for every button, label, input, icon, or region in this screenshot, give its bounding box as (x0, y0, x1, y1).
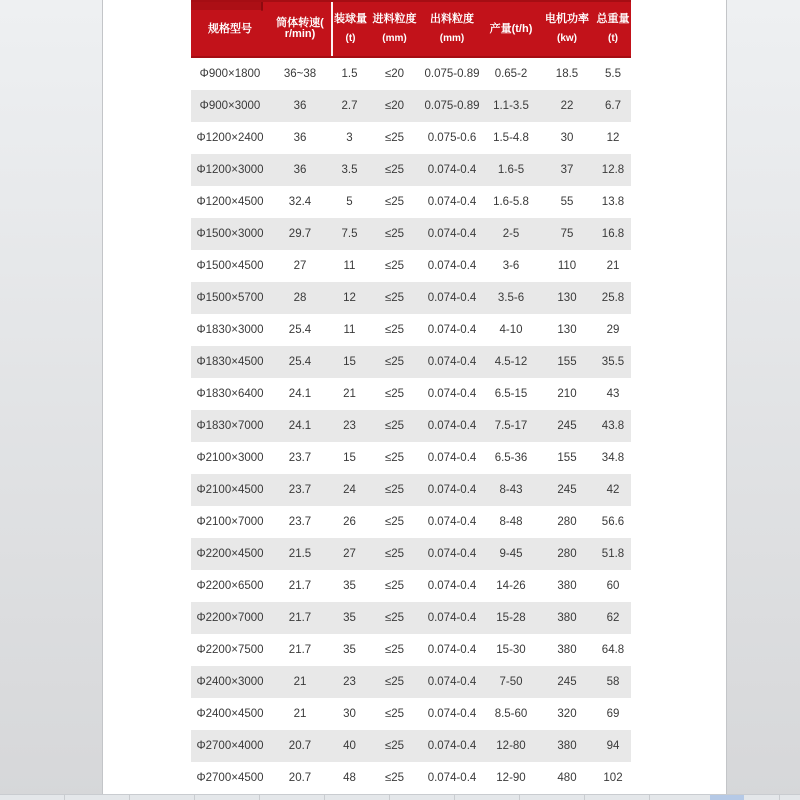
table-cell: 15-30 (496, 644, 526, 656)
table-row (191, 474, 631, 506)
table-cell: Φ1500×3000 (196, 228, 264, 240)
table-cell: Φ2200×4500 (196, 548, 264, 560)
table-cell: 29.7 (288, 228, 312, 240)
table-cell: 1.6-5.8 (493, 196, 529, 208)
table-cell: 5 (346, 196, 353, 208)
table-cell: 34.8 (601, 452, 625, 464)
header-cell-cylinder-speed (269, 2, 331, 56)
page-margin-left (0, 0, 102, 800)
table-cell: Φ2100×7000 (196, 516, 264, 528)
table-cell: 28 (293, 292, 307, 304)
table-cell: 21 (293, 708, 307, 720)
table-cell: 320 (557, 708, 577, 720)
table-cell: 43.8 (601, 420, 625, 432)
table-cell: 23 (343, 676, 356, 688)
table-cell: 21.7 (288, 612, 312, 624)
table-row (191, 186, 631, 218)
table-cell: 4-10 (499, 324, 523, 336)
header-label: 进料粒度 (372, 13, 417, 25)
table-cell: ≤25 (384, 612, 405, 624)
table-row (191, 282, 631, 314)
table-cell: 0.074-0.4 (427, 228, 477, 240)
table-cell: 35 (343, 580, 356, 592)
table-cell: 0.075-0.89 (424, 68, 480, 80)
table-cell: 8.5-60 (494, 708, 528, 720)
table-row (191, 602, 631, 634)
header-cell-model (191, 2, 269, 56)
table-row (191, 58, 631, 90)
table-cell: 11 (343, 260, 356, 272)
table-cell: 3.5-6 (497, 292, 525, 304)
header-cell-motor-power (539, 2, 595, 56)
table-cell: Φ2400×4500 (196, 708, 264, 720)
table-cell: 64.8 (601, 644, 625, 656)
table-cell: 6.5-15 (494, 388, 528, 400)
table-cell: 30 (343, 708, 356, 720)
table-cell: ≤25 (384, 260, 405, 272)
table-cell: 280 (557, 548, 577, 560)
table-cell: Φ1830×3000 (196, 324, 264, 336)
table-cell: 1.5-4.8 (493, 132, 529, 144)
table-cell: ≤25 (384, 420, 405, 432)
table-cell: 48 (343, 772, 356, 784)
header-label: 电机功率 (545, 13, 589, 25)
table-cell: 16.8 (601, 228, 625, 240)
header-unit: (mm) (439, 33, 465, 44)
table-row (191, 378, 631, 410)
table-cell: 0.074-0.4 (427, 388, 477, 400)
table-cell: 23.7 (288, 516, 312, 528)
table-cell: Φ1500×5700 (196, 292, 264, 304)
table-cell: 12 (606, 132, 620, 144)
header-cell-discharge-size (421, 2, 483, 56)
table-cell: 55 (560, 196, 574, 208)
table-cell: 0.075-0.6 (427, 132, 477, 144)
table-cell: Φ2200×7000 (196, 612, 264, 624)
table-cell: ≤25 (384, 132, 405, 144)
table-cell: 9-45 (499, 548, 523, 560)
table-cell: 245 (557, 676, 577, 688)
table-cell: 36~38 (283, 68, 317, 80)
table-cell: ≤20 (384, 100, 405, 112)
table-cell: ≤25 (384, 772, 405, 784)
table-cell: 56.6 (601, 516, 625, 528)
table-cell: 25.4 (288, 356, 312, 368)
table-cell: 7.5-17 (494, 420, 528, 432)
table-cell: 51.8 (601, 548, 625, 560)
table-header-row (191, 0, 631, 58)
table-cell: 1.6-5 (497, 164, 525, 176)
table-cell: 13.8 (601, 196, 625, 208)
header-label: 筒体转速( r/min) (276, 17, 324, 40)
table-cell: 155 (557, 356, 577, 368)
header-cell-capacity (483, 2, 539, 56)
table-cell: 21 (343, 388, 356, 400)
table-cell: 21 (606, 260, 620, 272)
table-cell: 12-80 (496, 740, 526, 752)
table-row (191, 410, 631, 442)
table-cell: ≤25 (384, 548, 405, 560)
header-unit: (t) (608, 33, 618, 44)
table-cell: Φ1200×2400 (196, 132, 264, 144)
table-cell: 0.074-0.4 (427, 612, 477, 624)
table-cell: ≤25 (384, 740, 405, 752)
table-row (191, 634, 631, 666)
table-cell: 27 (293, 260, 307, 272)
table-cell: Φ1830×4500 (196, 356, 264, 368)
table-cell: 62 (606, 612, 620, 624)
table-cell: 0.074-0.4 (427, 292, 477, 304)
table-cell: 130 (557, 324, 577, 336)
table-cell: 5.5 (605, 68, 621, 80)
header-label: 总重量 (596, 13, 630, 25)
table-cell: 8-43 (499, 484, 523, 496)
table-cell: 6.7 (605, 100, 621, 112)
table-cell: Φ1200×3000 (196, 164, 264, 176)
table-row (191, 250, 631, 282)
table-cell: 0.075-0.89 (424, 100, 480, 112)
table-cell: Φ2400×3000 (196, 676, 264, 688)
table-cell: 21.7 (288, 580, 312, 592)
table-cell: Φ2700×4000 (196, 740, 264, 752)
table-cell: 21.7 (288, 644, 312, 656)
table-cell: 94 (606, 740, 620, 752)
table-row (191, 442, 631, 474)
table-cell: 15-28 (496, 612, 526, 624)
header-cell-total-weight (595, 2, 631, 56)
header-unit: (t) (345, 33, 356, 44)
table-row (191, 314, 631, 346)
document-page (102, 0, 727, 800)
table-row (191, 154, 631, 186)
table-cell: 130 (557, 292, 577, 304)
table-cell: 3.5 (341, 164, 358, 176)
page-margin-right (727, 0, 800, 800)
table-cell: 24 (343, 484, 356, 496)
table-cell: 21.5 (288, 548, 312, 560)
table-cell: ≤25 (384, 644, 405, 656)
spec-table (191, 0, 631, 794)
table-cell: Φ1830×6400 (196, 388, 264, 400)
table-cell: 0.074-0.4 (427, 708, 477, 720)
table-cell: 0.074-0.4 (427, 644, 477, 656)
table-cell: 245 (557, 484, 577, 496)
table-cell: 12 (343, 292, 356, 304)
table-body (191, 58, 631, 794)
table-cell: 25.8 (601, 292, 625, 304)
table-cell: ≤25 (384, 196, 405, 208)
table-cell: 37 (560, 164, 574, 176)
table-cell: 23 (343, 420, 356, 432)
table-cell: 20.7 (288, 772, 312, 784)
table-cell: 12.8 (601, 164, 625, 176)
table-cell: 380 (557, 612, 577, 624)
header-cell-ball-load (331, 2, 368, 56)
table-cell: 6.5-36 (494, 452, 528, 464)
table-cell: 155 (557, 452, 577, 464)
table-cell: 15 (343, 452, 356, 464)
table-cell: 102 (603, 772, 623, 784)
table-cell: 30 (560, 132, 574, 144)
table-row (191, 698, 631, 730)
table-row (191, 762, 631, 794)
table-cell: 11 (343, 324, 356, 336)
table-cell: 75 (560, 228, 574, 240)
table-cell: ≤25 (384, 484, 405, 496)
table-cell: Φ2100×3000 (196, 452, 264, 464)
table-cell: ≤25 (384, 676, 405, 688)
table-cell: 480 (557, 772, 577, 784)
table-cell: 380 (557, 644, 577, 656)
table-cell: ≤25 (384, 516, 405, 528)
table-cell: 380 (557, 740, 577, 752)
table-cell: ≤25 (384, 164, 405, 176)
table-cell: 32.4 (288, 196, 312, 208)
table-cell: 58 (606, 676, 620, 688)
table-row (191, 218, 631, 250)
table-cell: 35 (343, 612, 356, 624)
table-cell: 36 (293, 132, 307, 144)
table-cell: 23.7 (288, 452, 312, 464)
table-cell: ≤25 (384, 452, 405, 464)
table-cell: 0.074-0.4 (427, 260, 477, 272)
table-cell: 15 (343, 356, 356, 368)
table-cell: 43 (606, 388, 620, 400)
table-cell: 0.074-0.4 (427, 324, 477, 336)
table-cell: Φ2200×7500 (196, 644, 264, 656)
header-cell-feed-size (368, 2, 421, 56)
table-cell: 0.074-0.4 (427, 548, 477, 560)
table-cell: 25.4 (288, 324, 312, 336)
table-cell: Φ1500×4500 (196, 260, 264, 272)
table-cell: 21 (293, 676, 307, 688)
table-cell: 23.7 (288, 484, 312, 496)
table-cell: 24.1 (288, 388, 312, 400)
table-cell: 22 (560, 100, 574, 112)
table-row (191, 346, 631, 378)
table-cell: 280 (557, 516, 577, 528)
table-cell: 14-26 (496, 580, 526, 592)
table-cell: Φ900×1800 (199, 68, 261, 80)
table-cell: ≤25 (384, 324, 405, 336)
table-cell: 7.5 (341, 228, 358, 240)
table-row (191, 90, 631, 122)
header-label: 装球量 (334, 13, 367, 25)
table-row (191, 730, 631, 762)
table-cell: 110 (557, 260, 577, 272)
table-cell: ≤25 (384, 356, 405, 368)
table-cell: 0.074-0.4 (427, 196, 477, 208)
table-cell: 0.074-0.4 (427, 484, 477, 496)
table-cell: Φ2200×6500 (196, 580, 264, 592)
table-cell: 20.7 (288, 740, 312, 752)
table-cell: 69 (606, 708, 620, 720)
table-cell: 42 (606, 484, 620, 496)
header-label: 规格型号 (208, 22, 252, 35)
table-cell: 35 (343, 644, 356, 656)
header-unit: (mm) (382, 33, 407, 44)
horizontal-scrollbar[interactable] (0, 794, 800, 800)
table-cell: 4.5-12 (494, 356, 528, 368)
table-cell: 2-5 (502, 228, 520, 240)
table-cell: 245 (557, 420, 577, 432)
table-row (191, 506, 631, 538)
table-cell: 0.074-0.4 (427, 356, 477, 368)
table-cell: Φ1200×4500 (196, 196, 264, 208)
table-cell: 210 (557, 388, 577, 400)
table-row (191, 570, 631, 602)
table-cell: 35.5 (601, 356, 625, 368)
table-cell: 380 (557, 580, 577, 592)
table-cell: ≤25 (384, 388, 405, 400)
table-cell: 1.5 (341, 68, 358, 80)
table-cell: 24.1 (288, 420, 312, 432)
table-cell: Φ2100×4500 (196, 484, 264, 496)
scrollbar-thumb[interactable] (710, 795, 744, 800)
table-cell: 0.074-0.4 (427, 772, 477, 784)
table-cell: ≤20 (384, 68, 405, 80)
table-cell: 0.074-0.4 (427, 420, 477, 432)
table-cell: 18.5 (555, 68, 579, 80)
table-cell: Φ1830×7000 (196, 420, 264, 432)
table-cell: 27 (343, 548, 356, 560)
table-cell: ≤25 (384, 292, 405, 304)
table-row (191, 538, 631, 570)
table-cell: 1.1-3.5 (493, 100, 529, 112)
table-cell: 0.65-2 (494, 68, 528, 80)
table-cell: 0.074-0.4 (427, 164, 477, 176)
table-cell: 60 (606, 580, 620, 592)
table-cell: 0.074-0.4 (427, 676, 477, 688)
table-row (191, 666, 631, 698)
table-cell: 0.074-0.4 (427, 516, 477, 528)
table-cell: 12-90 (496, 772, 526, 784)
table-cell: 40 (343, 740, 356, 752)
table-cell: 0.074-0.4 (427, 580, 477, 592)
table-cell: 2.7 (341, 100, 358, 112)
table-cell: 26 (343, 516, 356, 528)
table-cell: 7-50 (499, 676, 523, 688)
table-cell: Φ900×3000 (199, 100, 261, 112)
table-cell: 36 (293, 100, 307, 112)
table-row (191, 122, 631, 154)
table-cell: 3 (346, 132, 353, 144)
table-cell: 36 (293, 164, 307, 176)
table-cell: 8-48 (499, 516, 523, 528)
table-cell: 3-6 (502, 260, 520, 272)
table-cell: ≤25 (384, 580, 405, 592)
header-label: 出料粒度 (430, 13, 474, 25)
table-cell: Φ2700×4500 (196, 772, 264, 784)
table-cell: ≤25 (384, 708, 405, 720)
header-unit: (kw) (557, 33, 577, 44)
table-cell: ≤25 (384, 228, 405, 240)
table-cell: 29 (606, 324, 620, 336)
table-cell: 0.074-0.4 (427, 452, 477, 464)
header-label: 产量(t/h) (489, 22, 533, 35)
table-cell: 0.074-0.4 (427, 740, 477, 752)
